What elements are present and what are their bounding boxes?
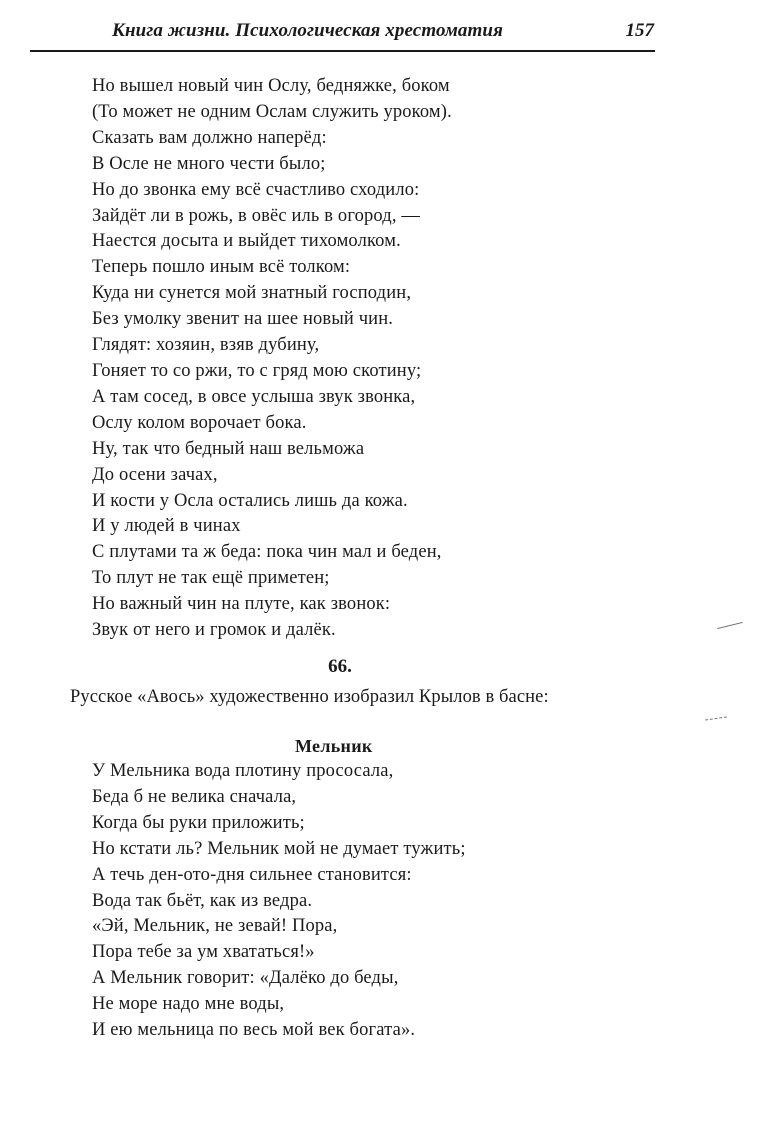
fable-text xyxy=(92,759,466,1044)
section-number: 66. xyxy=(328,656,352,677)
poem-line: Глядят: хозяин, взяв дубину, xyxy=(92,335,320,356)
poem-line: С плутами та ж беда: пока чин мал и беден, xyxy=(92,542,442,563)
running-header xyxy=(100,20,660,48)
fable-line: Но кстати ль? Мельник мой не думает тужить; xyxy=(92,838,466,859)
poem-line: Теперь пошло иным всё толком: xyxy=(92,257,351,278)
poem-line: До осени зачах, xyxy=(92,464,218,485)
poem-line: Звук от него и громок и далёк. xyxy=(92,620,336,641)
header-rule xyxy=(30,50,655,52)
poem-line: Без умолку звенит на шее новый чин. xyxy=(92,309,394,330)
fable-title: Мельник xyxy=(295,736,373,756)
stray-pen-mark xyxy=(705,716,727,720)
section-intro: Русское «Авось» художественно изобразил Крылов в басне: xyxy=(70,687,549,707)
poem-line: (То может не одним Ослам служить уроком). xyxy=(92,101,452,122)
poem-line: Сказать вам должно наперёд: xyxy=(92,127,327,148)
header-title: Книга жизни. Психологическая хрестоматия xyxy=(112,20,503,41)
poem-line: А там сосед, в овсе услыша звук звонка, xyxy=(92,386,416,407)
page-number: 157 xyxy=(625,20,654,41)
fable-line: А Мельник говорит: «Далёко до беды, xyxy=(92,968,399,989)
poem-line: И кости у Осла остались лишь да кожа. xyxy=(92,490,408,511)
fable-line: Когда бы руки приложить; xyxy=(92,812,305,833)
fable-line: У Мельника вода плотину прососала, xyxy=(92,761,394,781)
poem-line: Наестся досыта и выйдет тихомолком. xyxy=(92,231,401,252)
fable-line: А течь ден-ото-дня сильнее становится: xyxy=(92,864,412,885)
poem-line: В Осле не много чести было; xyxy=(92,153,326,174)
poem-line: Но важный чин на плуте, как звонок: xyxy=(92,594,391,615)
fable-line: Вода так бьёт, как из ведра. xyxy=(92,890,313,911)
poem-line: Ну, так что бедный наш вельможа xyxy=(92,438,365,459)
fable-line: «Эй, Мельник, не зевай! Пора, xyxy=(92,916,338,937)
poem-line: Зайдёт ли в рожь, в овёс иль в огород, — xyxy=(92,205,421,226)
stray-pen-mark xyxy=(717,622,742,629)
poem-line: Но до звонка ему всё счастливо сходило: xyxy=(92,179,420,200)
poem-line: И у людей в чинах xyxy=(92,516,241,537)
fable-line: Не море надо мне воды, xyxy=(92,994,285,1015)
fable-line: Беда б не велика сначала, xyxy=(92,786,297,807)
poem-excerpt xyxy=(92,74,452,644)
fable-line: И ею мельница по весь мой век богата». xyxy=(92,1020,416,1041)
poem-line: Но вышел новый чин Ослу, бедняжке, боком xyxy=(92,76,450,96)
poem-line: Гоняет то со ржи, то с гряд мою скотину; xyxy=(92,360,422,381)
poem-line: Ослу колом ворочает бока. xyxy=(92,412,307,433)
fable-line: Пора тебе за ум хвататься!» xyxy=(92,942,315,963)
poem-line: Куда ни сунется мой знатный господин, xyxy=(92,283,412,304)
poem-line: То плут не так ещё приметен; xyxy=(92,568,330,589)
